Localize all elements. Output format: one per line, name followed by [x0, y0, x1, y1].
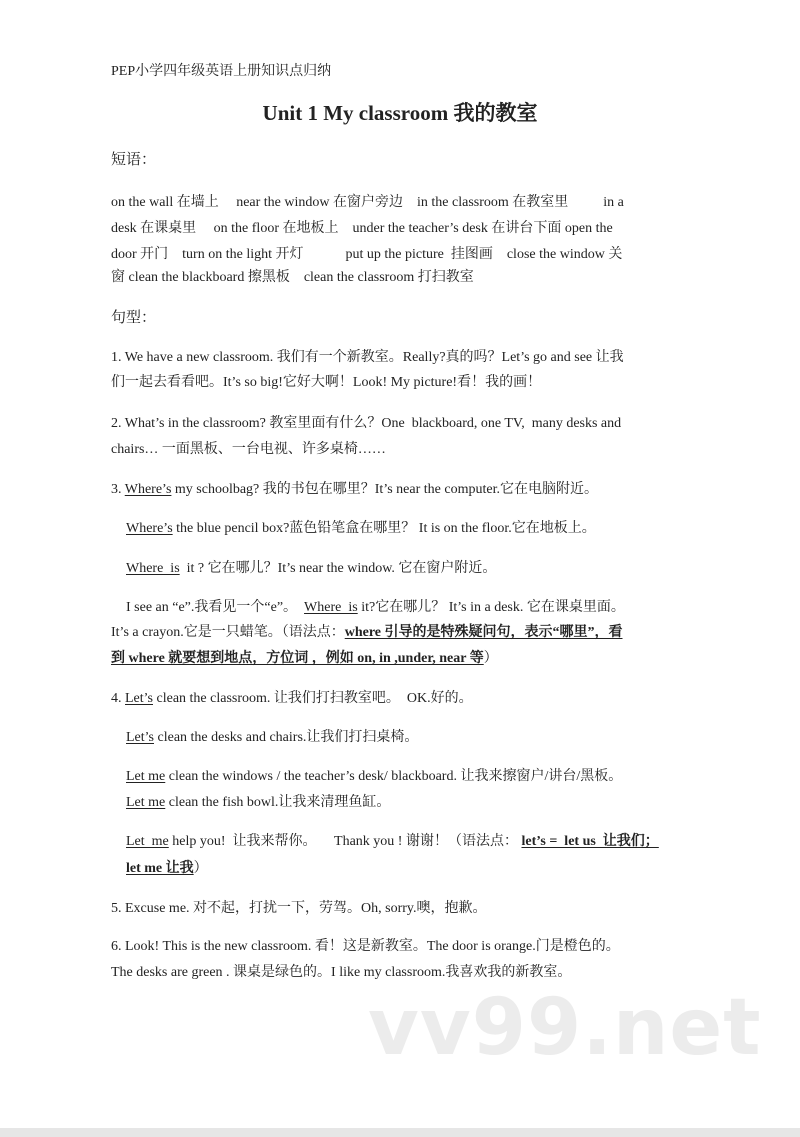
text-segment: door 开门 turn on the light 开灯 put up the picture 挂图画 close the window 关 [111, 247, 623, 262]
text-segment: clean the windows / the teacher’s desk/ blackboard. 让我来擦窗户/讲台/黑板。 [165, 769, 623, 784]
text-line [126, 599, 625, 617]
text-segment: desk 在课桌里 on the floor 在地板上 under the teacher’s desk 在讲台下面 open the [111, 221, 613, 236]
text-line [111, 481, 598, 499]
text-segment: it?它在哪儿？ It’s in a desk. 它在课桌里面。 [357, 600, 625, 615]
text-line [126, 768, 622, 786]
text-line [126, 794, 390, 812]
text-segment: 们一起去看看吧。It’s so big!它好大啊！Look! My picture!看！我的画！ [111, 375, 542, 390]
text-line [126, 729, 418, 747]
text-line [111, 220, 613, 238]
text-line [111, 650, 498, 668]
text-segment: my schoolbag? 我的书包在哪里？It’s near the computer.它在电脑附近。 [171, 482, 598, 497]
text-line [126, 860, 208, 878]
grammar-note: 到 where 就要想到地点，方位词 ，例如 on, in ,under, near 等 [111, 651, 484, 666]
underlined-keyword: Where’s [126, 521, 173, 536]
text-line [126, 833, 659, 851]
text-line [111, 374, 541, 392]
text-line [111, 246, 622, 264]
text-line [111, 900, 487, 918]
section-heading-sentences: 句型： [111, 310, 157, 326]
text-segment: on the wall 在墙上 near the window 在窗户旁边 in the classroom 在教室里 in a [111, 195, 624, 210]
grammar-note: let’s = let us 让我们； [521, 834, 659, 849]
page-bottom-edge [0, 1128, 800, 1137]
grammar-note: let me 让我 [126, 861, 194, 876]
text-line [111, 349, 624, 367]
text-segment: help you! 让我来帮你。 Thank you ! 谢谢！（语法点： [168, 834, 522, 849]
text-segment: 窗 clean the blackboard 擦黑板 clean the classroom 打扫教室 [111, 270, 474, 285]
text-line [126, 520, 596, 538]
text-line [111, 690, 473, 708]
page-title: Unit 1 My classroom 我的教室 [262, 101, 538, 125]
text-segment: 1. We have a new classroom. 我们有一个新教室。Really?真的吗？Let’s go and see 让我 [111, 350, 624, 365]
section-heading-phrases: 短语： [111, 152, 157, 168]
text-segment: clean the fish bowl.让我来清理鱼缸。 [165, 795, 391, 810]
text-line [126, 560, 496, 578]
text-segment: the blue pencil box?蓝色铅笔盒在哪里？ It is on the floor.它在地板上。 [172, 521, 596, 536]
text-line [111, 441, 386, 459]
document-header: PEP小学四年级英语上册知识点归纳 [111, 64, 332, 79]
underlined-keyword: Where is [304, 600, 358, 615]
underlined-keyword: Let’s [125, 691, 153, 706]
text-segment: 3. [111, 482, 125, 497]
underlined-keyword: Let’s [126, 730, 154, 745]
text-segment: It’s a crayon.它是一只蜡笔。（语法点： [111, 625, 345, 640]
text-line [111, 415, 621, 433]
text-line [111, 624, 623, 642]
text-line [111, 194, 624, 212]
grammar-note: where 引导的是特殊疑问句，表示“哪里”，看 [344, 625, 623, 640]
text-segment: 2. What’s in the classroom? 教室里面有什么？One blackboard, one TV, many desks and [111, 416, 622, 431]
text-segment: clean the classroom. 让我们打扫教室吧。 OK.好的。 [153, 691, 473, 706]
underlined-keyword: Where is [126, 561, 180, 576]
text-segment: it ? 它在哪儿？It’s near the window. 它在窗户附近。 [179, 561, 497, 576]
underlined-keyword: Let me [126, 795, 166, 810]
text-segment: The desks are green . 课桌是绿色的。I like my classroom.我喜欢我的新教室。 [111, 965, 572, 980]
text-segment: ） [193, 861, 208, 876]
underlined-keyword: Let me [126, 834, 169, 849]
text-line [111, 269, 474, 287]
text-segment: ） [483, 651, 498, 666]
text-line [111, 938, 620, 956]
text-segment: clean the desks and chairs.让我们打扫桌椅。 [154, 730, 419, 745]
watermark: vv99.net [368, 983, 762, 1073]
text-segment: 4. [111, 691, 125, 706]
text-segment: chairs… 一面黑板、一台电视、许多桌椅…… [111, 442, 386, 457]
text-segment: I see an “e”.我看见一个“e”。 [126, 600, 305, 615]
underlined-keyword: Where’s [124, 482, 172, 497]
text-line [111, 964, 571, 982]
text-segment: 5. Excuse me. 对不起，打扰一下，劳驾。Oh, sorry.噢，抱歉。 [111, 901, 487, 916]
text-segment: 6. Look! This is the new classroom. 看！这是新教室。The door is orange.门是橙色的。 [111, 939, 620, 954]
underlined-keyword: Let me [126, 769, 166, 784]
